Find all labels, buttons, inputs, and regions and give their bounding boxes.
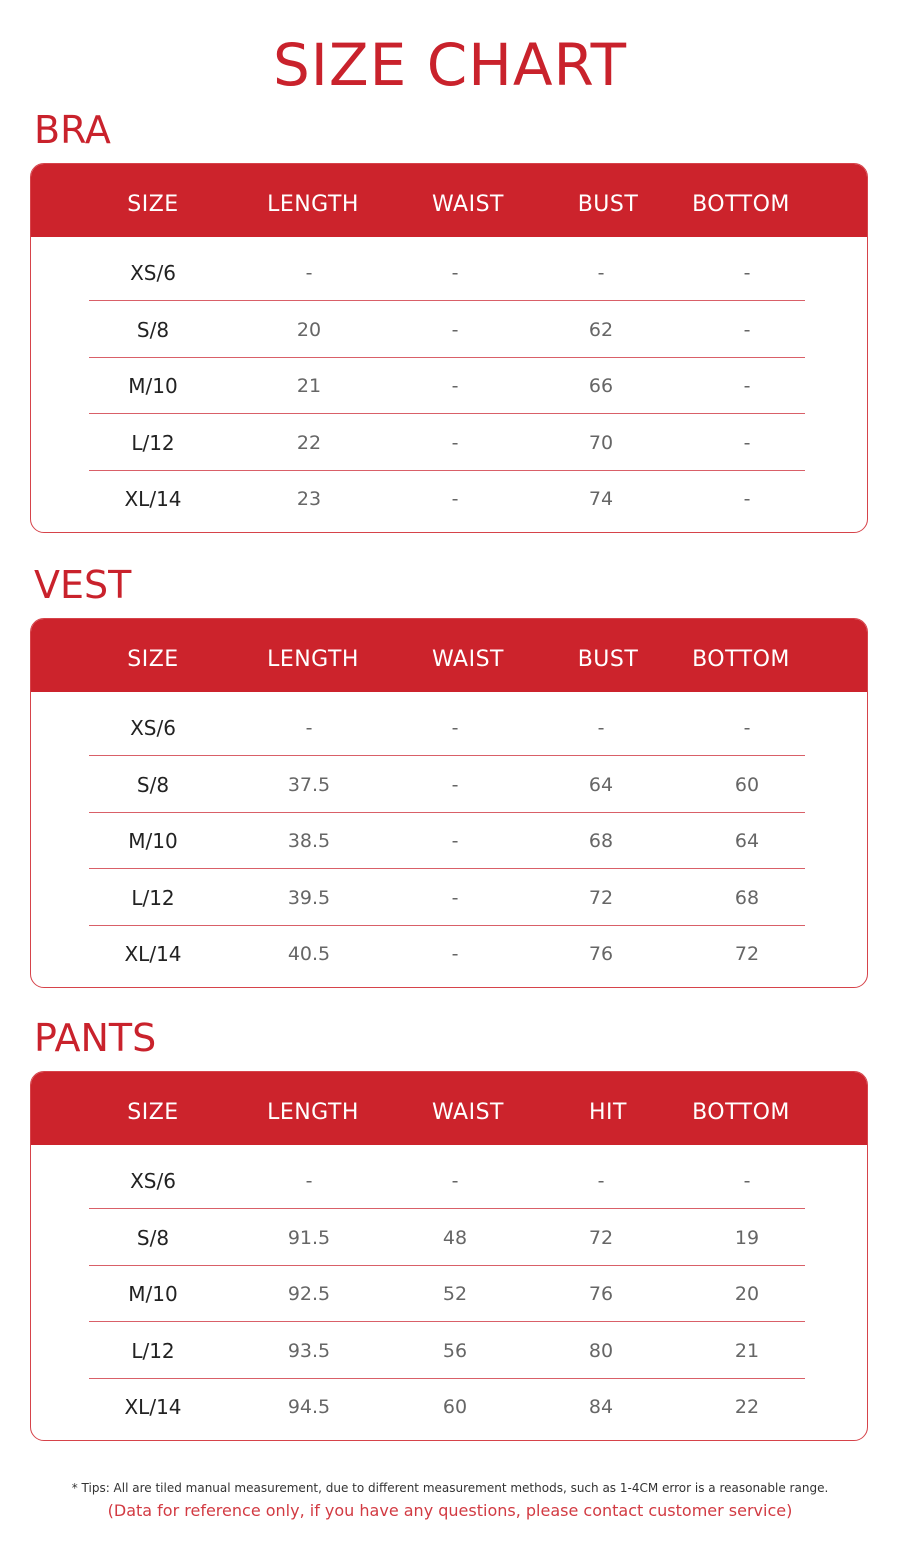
value-cell: 64 [588,773,614,796]
size-cell: M/10 [128,1282,178,1306]
column-header: LENGTH [267,1100,359,1125]
size-cell: XS/6 [130,1169,176,1193]
size-cell: M/10 [128,829,178,853]
value-cell: 39.5 [287,886,331,909]
column-header: BOTTOM [692,647,790,672]
value-cell: - [451,488,459,510]
value-cell: 21 [734,1339,760,1362]
reference-note: (Data for reference only, if you have any questions, please contact customer service) [107,1501,793,1520]
value-cell: 52 [442,1283,468,1305]
size-cell: S/8 [136,317,170,342]
table-row [31,245,867,301]
value-cell: 76 [588,1283,614,1305]
value-cell: - [597,1170,605,1192]
table-header [31,164,867,237]
column-header: LENGTH [267,192,359,217]
value-cell: - [305,717,313,739]
table-header [31,619,867,692]
size-cell: S/8 [136,772,170,797]
value-cell: 93.5 [287,1339,331,1362]
table-row [31,1379,867,1435]
value-cell: - [451,886,459,909]
value-cell: - [743,318,751,341]
table-row [31,302,867,358]
column-header: BUST [577,647,639,672]
value-cell: 76 [588,943,614,965]
size-cell: L/12 [131,430,175,455]
value-cell: 92.5 [287,1283,331,1305]
value-cell: 22 [296,431,322,454]
value-cell: - [743,375,751,397]
column-header: LENGTH [267,647,359,672]
value-cell: - [451,262,459,284]
size-cell: L/12 [131,1338,175,1363]
size-table-pants [30,1071,868,1441]
size-cell: XS/6 [130,716,176,740]
value-cell: - [597,262,605,284]
size-cell: L/12 [131,885,175,910]
size-cell: XS/6 [130,261,176,285]
tips-text: * Tips: All are tiled manual measurement, due to different measurement methods, such as 1-4CM error is a reasonable range. [71,1481,829,1495]
section-title-vest: VEST [34,563,132,607]
value-cell: - [451,375,459,397]
value-cell: 21 [296,375,322,397]
table-row [31,1323,867,1379]
value-cell: 48 [442,1226,468,1249]
value-cell: 37.5 [287,773,331,796]
column-header: SIZE [127,647,179,672]
table-row [31,813,867,869]
value-cell: 74 [588,488,614,510]
value-cell: - [305,262,313,284]
value-cell: - [743,1170,751,1192]
value-cell: - [743,488,751,510]
value-cell: 94.5 [287,1396,331,1418]
value-cell: - [451,1170,459,1192]
value-cell: 64 [734,830,760,852]
table-row [31,415,867,471]
column-header: SIZE [127,1100,179,1125]
value-cell: - [451,773,459,796]
value-cell: 72 [588,886,614,909]
table-row [31,471,867,527]
section-title-pants: PANTS [34,1016,157,1060]
value-cell: 91.5 [287,1226,331,1249]
value-cell: 19 [734,1226,760,1249]
value-cell: 84 [588,1396,614,1418]
value-cell: 72 [734,943,760,965]
value-cell: 20 [296,318,322,341]
value-cell: 40.5 [287,943,331,965]
value-cell: - [451,431,459,454]
column-header: WAIST [432,192,504,217]
value-cell: 38.5 [287,830,331,852]
value-cell: 68 [734,886,760,909]
size-cell: S/8 [136,1225,170,1250]
table-row [31,700,867,756]
value-cell: 60 [442,1396,468,1418]
column-header: BOTTOM [692,192,790,217]
table-row [31,358,867,414]
column-header: BUST [577,192,639,217]
value-cell: - [743,717,751,739]
section-title-bra: BRA [34,108,111,152]
value-cell: 56 [442,1339,468,1362]
column-header: WAIST [432,1100,504,1125]
size-table-vest [30,618,868,988]
table-row [31,1210,867,1266]
size-cell: XL/14 [124,942,182,966]
table-row [31,1266,867,1322]
value-cell: 22 [734,1396,760,1418]
value-cell: - [451,717,459,739]
value-cell: 68 [588,830,614,852]
value-cell: 20 [734,1283,760,1305]
value-cell: 60 [734,773,760,796]
column-header: HIT [589,1100,627,1125]
value-cell: 70 [588,431,614,454]
value-cell: 66 [588,375,614,397]
value-cell: - [451,830,459,852]
size-cell: XL/14 [124,487,182,511]
value-cell: - [451,943,459,965]
table-header [31,1072,867,1145]
value-cell: - [743,431,751,454]
value-cell: 62 [588,318,614,341]
column-header: SIZE [127,192,179,217]
size-cell: XL/14 [124,1395,182,1419]
column-header: WAIST [432,647,504,672]
table-row [31,757,867,813]
value-cell: 72 [588,1226,614,1249]
value-cell: - [451,318,459,341]
size-table-bra [30,163,868,533]
value-cell: - [305,1170,313,1192]
column-header: BOTTOM [692,1100,790,1125]
table-row [31,1153,867,1209]
value-cell: - [743,262,751,284]
value-cell: - [597,717,605,739]
page-title: SIZE CHART [272,31,628,99]
value-cell: 80 [588,1339,614,1362]
table-row [31,870,867,926]
value-cell: 23 [296,488,322,510]
size-cell: M/10 [128,374,178,398]
table-row [31,926,867,982]
